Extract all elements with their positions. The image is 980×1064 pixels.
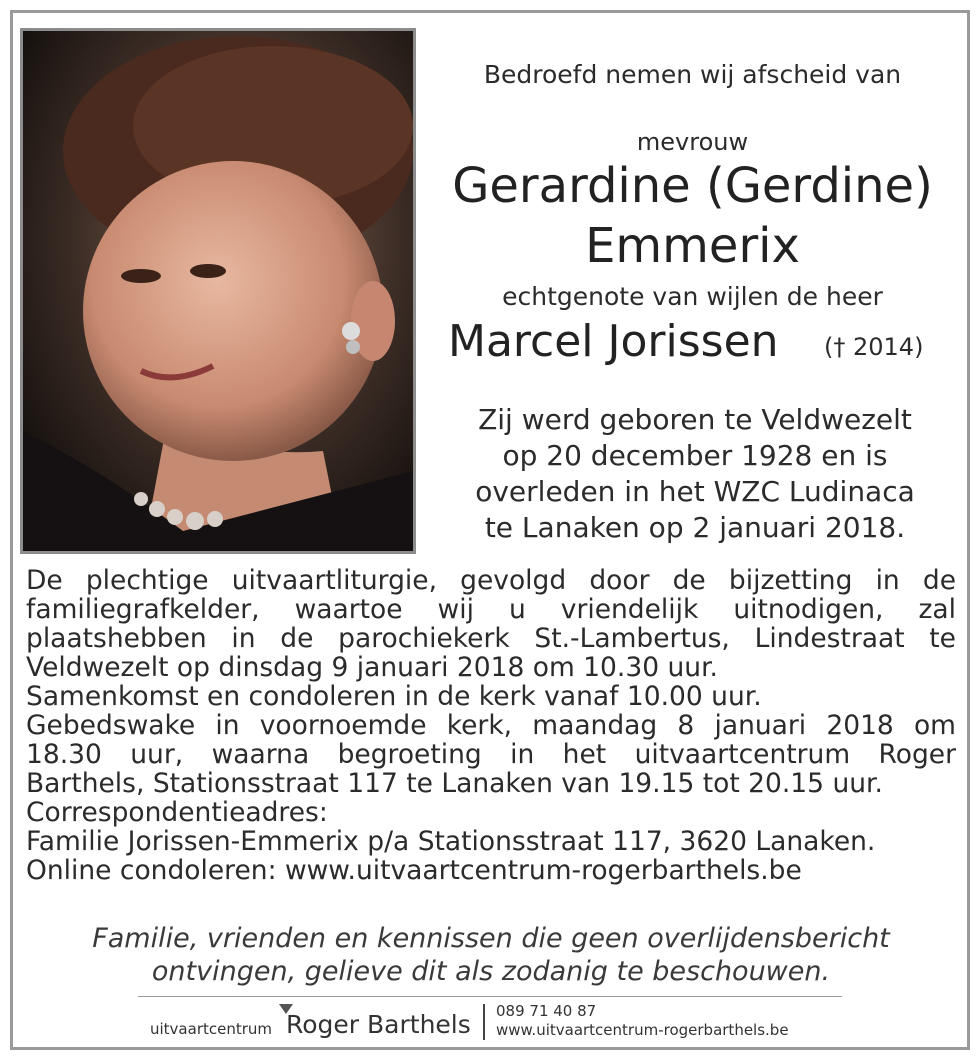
partner-death-year: († 2014) xyxy=(824,333,924,361)
body-line: Correspondentieadres: xyxy=(26,797,328,828)
footer-prefix: uitvaartcentrum xyxy=(150,1020,273,1038)
birth-line: Zij werd geboren te Veldwezelt xyxy=(478,403,912,436)
footer-brand: Roger Barthels xyxy=(286,1010,471,1039)
body-line: Familie Jorissen-Emmerix p/a Stationsstraat 117, 3620 Lanaken. xyxy=(26,826,876,857)
relation-line: echtgenote van wijlen de heer xyxy=(502,282,883,311)
funeral-home-footer xyxy=(138,1002,842,1042)
body-line: Samenkomst en condoleren in de kerk vanaf 10.00 uur. xyxy=(26,681,762,712)
intro-line: Bedroefd nemen wij afscheid van xyxy=(483,60,902,89)
footer-phone: 089 71 40 87 xyxy=(496,1002,597,1020)
ceremony-details xyxy=(26,566,956,885)
partner-name: Marcel Jorissen xyxy=(448,316,779,367)
deceased-name-line1: Gerardine (Gerdine) xyxy=(452,158,933,214)
birth-line: te Lanaken op 2 januari 2018. xyxy=(484,511,906,544)
body-line: Online condoleren: www.uitvaartcentrum-rogerbarthels.be xyxy=(26,855,802,886)
body-line: Veldwezelt op dinsdag 9 januari 2018 om 10.30 uur. xyxy=(26,652,718,683)
honorific: mevrouw xyxy=(636,128,749,156)
closing-line: ontvingen, gelieve dit als zodanig te beschouwen. xyxy=(151,956,831,987)
body-line: familiegrafkelder, waartoe wij u vriendelijk uitnodigen, zal xyxy=(26,594,956,625)
footer-divider xyxy=(138,996,842,997)
birth-line: op 20 december 1928 en is xyxy=(502,439,888,472)
portrait-photo xyxy=(20,28,416,554)
deceased-name-line2: Emmerix xyxy=(585,218,800,274)
footer-website: www.uitvaartcentrum-rogerbarthels.be xyxy=(496,1021,789,1039)
body-line: Gebedswake in voornoemde kerk, maandag 8 januari 2018 om xyxy=(26,710,956,741)
closing-line: Familie, vrienden en kennissen die geen overlijdensbericht xyxy=(92,923,890,954)
body-line: De plechtige uitvaartliturgie, gevolgd door de bijzetting in de xyxy=(26,565,956,596)
body-line: Barthels, Stationsstraat 117 te Lanaken van 19.15 tot 20.15 uur. xyxy=(26,768,883,799)
body-line: 18.30 uur, waarna begroeting in het uitvaartcentrum Roger xyxy=(26,739,956,770)
closing-note xyxy=(26,922,956,988)
birth-death-info xyxy=(430,402,960,546)
birth-line: overleden in het WZC Ludinaca xyxy=(475,475,915,508)
body-line: plaatshebben in de parochiekerk St.-Lambertus, Lindestraat te xyxy=(26,623,956,654)
footer-separator xyxy=(483,1004,485,1040)
